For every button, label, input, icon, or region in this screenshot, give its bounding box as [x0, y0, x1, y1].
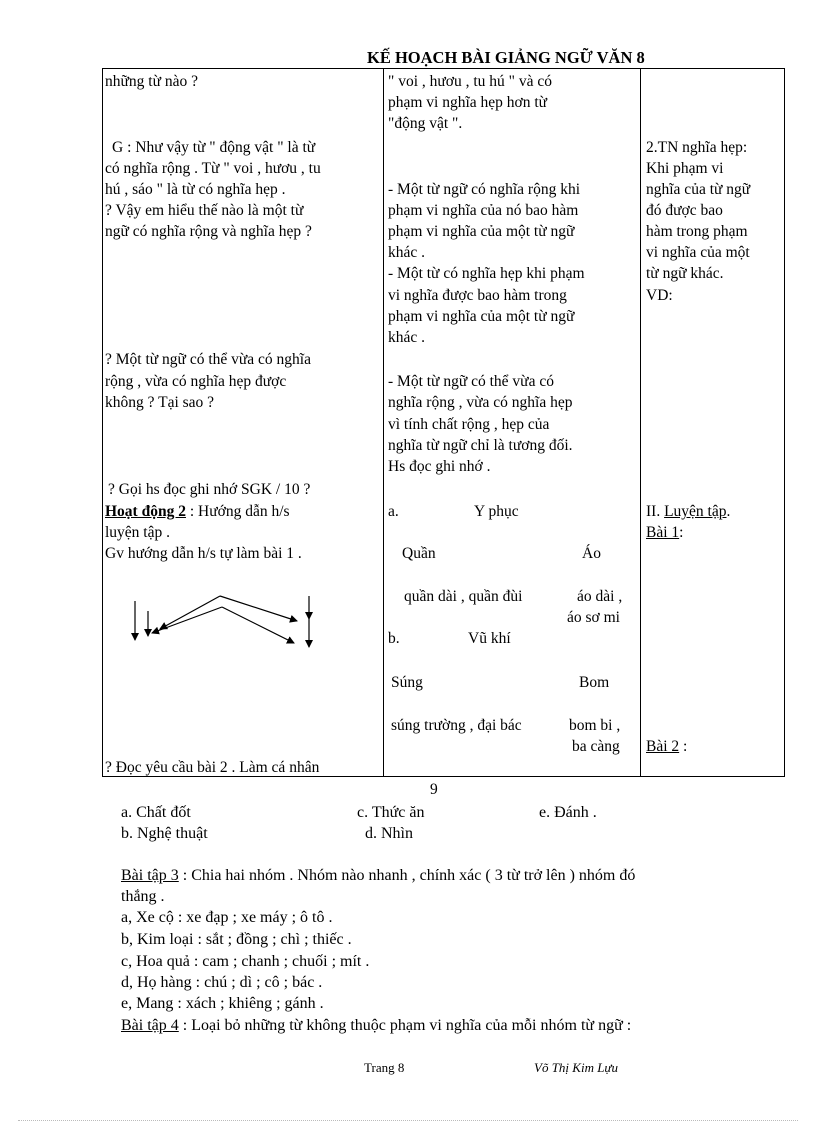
col2-line: vì tính chất rộng , hẹp của — [388, 416, 550, 433]
tree-a-right: Áo — [582, 545, 601, 562]
col2-line: nghĩa rộng , vừa có nghĩa hẹp — [388, 394, 573, 411]
col3-line: nghĩa của từ ngữ — [646, 181, 751, 198]
exercise-4-line — [121, 1016, 631, 1036]
tree-b-right-sub: bom bi , — [569, 717, 621, 734]
col1-line: ngữ có nghĩa rộng và nghĩa hẹp ? — [105, 223, 312, 240]
tree-a-root: Y phục — [474, 503, 519, 520]
table-border-right — [784, 69, 785, 777]
section-ii-label: Luyện tập — [664, 503, 727, 520]
exercise-2-suffix: : — [679, 738, 688, 755]
exercise-1-heading — [646, 522, 683, 543]
exercise-4-text: : Loại bỏ những từ không thuộc phạm vi nghĩa của mỗi nhóm từ ngữ : — [178, 1017, 632, 1034]
exercise-1-suffix: : — [679, 524, 684, 541]
activity-2-text: : Hướng dẫn h/s — [185, 503, 290, 520]
arrow-diagram — [122, 591, 322, 651]
col2-line: Hs đọc ghi nhớ . — [388, 458, 491, 475]
tree-b-right-sub: ba càng — [572, 738, 620, 755]
col1-line: G : Như vậy từ " động vật " là từ — [112, 139, 316, 156]
col2-line: phạm vi nghĩa hẹp hơn từ — [388, 94, 548, 111]
col2-line: - Một từ ngữ có nghĩa rộng khi — [388, 181, 581, 198]
tree-a-right-sub: áo sơ mi — [567, 609, 620, 626]
col2-line: khác . — [388, 244, 426, 261]
col1-line: luyện tập . — [105, 524, 170, 541]
col1-line: hú , sáo " là từ có nghĩa hẹp . — [105, 181, 286, 198]
col2-line: vi nghĩa được bao hàm trong — [388, 287, 567, 304]
answer-d: d. Nhìn — [365, 825, 413, 842]
col3-line: VD: — [646, 287, 673, 304]
page-number: 9 — [430, 781, 438, 798]
col1-line: ? Đọc yêu cầu bài 2 . Làm cá nhân — [105, 759, 320, 776]
exercise-3-item: c, Hoa quả : cam ; chanh ; chuối ; mít . — [121, 953, 370, 970]
section-ii-prefix: II. — [646, 503, 665, 520]
tree-a-left-sub: quần dài , quần đùi — [404, 588, 523, 605]
exercise-3-label: Bài tập 3 — [121, 867, 179, 884]
table-divider-2 — [640, 69, 641, 777]
table-border-left — [102, 69, 103, 777]
lesson-table — [102, 69, 785, 777]
arrow-zigzag-lower — [222, 607, 294, 643]
col2-line: khác . — [388, 329, 426, 346]
arrow-zigzag-upper — [220, 596, 297, 621]
exercise-3-item: b, Kim loại : sắt ; đồng ; chì ; thiếc . — [121, 931, 352, 948]
section-ii-heading — [646, 501, 730, 522]
exercise-3-line — [121, 866, 635, 886]
col2-line: phạm vi nghĩa của một từ ngữ — [388, 223, 575, 240]
footer-author — [534, 1060, 618, 1076]
tree-a-right-sub: áo dài , — [577, 588, 623, 605]
tree-b-right: Bom — [579, 674, 610, 691]
answer-a: a. Chất đốt — [121, 804, 191, 821]
exercise-4-label: Bài tập 4 — [121, 1017, 179, 1034]
tree-b-left: Súng — [391, 674, 423, 691]
answer-c: c. Thức ăn — [357, 804, 425, 821]
col2-line: "động vật ". — [388, 115, 463, 132]
exercise-3-item: d, Họ hàng : chú ; dì ; cô ; bác . — [121, 974, 323, 991]
exercise-2-label: Bài 2 — [646, 738, 680, 755]
col1-line: Gv hướng dẫn h/s tự làm bài 1 . — [105, 545, 302, 562]
arrow-to-left-lower — [152, 607, 222, 633]
col1-line: ? Một từ ngữ có thể vừa có nghĩa — [105, 351, 311, 368]
col3-line: 2.TN nghĩa hẹp: — [646, 139, 748, 156]
document-header: KẾ HOẠCH BÀI GIẢNG NGỮ VĂN 8 — [367, 48, 645, 67]
col1-line: có nghĩa rộng . Từ " voi , hươu , tu — [105, 160, 321, 177]
tree-a-label: a. — [388, 503, 399, 520]
exercise-3-continuation: thắng . — [121, 888, 165, 905]
col2-line: phạm vi nghĩa của một từ ngữ — [388, 308, 575, 325]
tree-b-label: b. — [388, 630, 400, 647]
col3-line: từ ngữ khác. — [646, 265, 724, 282]
tree-a-left: Quần — [402, 545, 436, 562]
tree-b-root: Vũ khí — [468, 630, 511, 647]
page-bottom-edge — [18, 1120, 798, 1121]
answer-b: b. Nghệ thuật — [121, 825, 208, 842]
footer-page: Trang 8 — [364, 1060, 405, 1075]
col2-line: - Một từ ngữ có thể vừa có — [388, 373, 554, 390]
exercise-1-label: Bài 1 — [646, 524, 680, 541]
col3-line: vi nghĩa của một — [646, 244, 750, 261]
col1-line: những từ nào ? — [105, 73, 198, 90]
section-ii-suffix: . — [726, 503, 731, 520]
arrow-to-left-upper — [160, 596, 220, 629]
footer-author-name: Võ Thị Kim Lựu — [534, 1060, 619, 1075]
col2-line: phạm vi nghĩa của nó bao hàm — [388, 202, 579, 219]
exercise-3-item: e, Mang : xách ; khiêng ; gánh . — [121, 995, 324, 1012]
exercise-2-heading — [646, 736, 687, 757]
exercise-3-item: a, Xe cộ : xe đạp ; xe máy ; ô tô . — [121, 909, 333, 926]
table-divider-1 — [383, 69, 384, 777]
col1-line: ? Gọi hs đọc ghi nhớ SGK / 10 ? — [108, 481, 311, 498]
col1-line: không ? Tại sao ? — [105, 394, 215, 411]
col3-line: đó được bao — [646, 202, 723, 219]
col3-line: hàm trong phạm — [646, 223, 748, 240]
activity-2-heading — [105, 501, 290, 522]
col2-line: " voi , hươu , tu hú " và có — [388, 73, 552, 90]
activity-2-label: Hoạt động 2 — [105, 503, 186, 520]
exercise-3-text: : Chia hai nhóm . Nhóm nào nhanh , chính xác ( 3 từ trở lên ) nhóm đó — [178, 867, 636, 884]
tree-b-left-sub: súng trường , đại bác — [391, 717, 522, 734]
col2-line: nghĩa từ ngữ chỉ là tương đối. — [388, 437, 573, 454]
col2-line: - Một từ có nghĩa hẹp khi phạm — [388, 265, 585, 282]
col1-line: ? Vậy em hiểu thế nào là một từ — [105, 202, 304, 219]
col1-line: rộng , vừa có nghĩa hẹp được — [105, 373, 287, 390]
answer-e: e. Đánh . — [539, 804, 597, 821]
col3-line: Khi phạm vi — [646, 160, 724, 177]
